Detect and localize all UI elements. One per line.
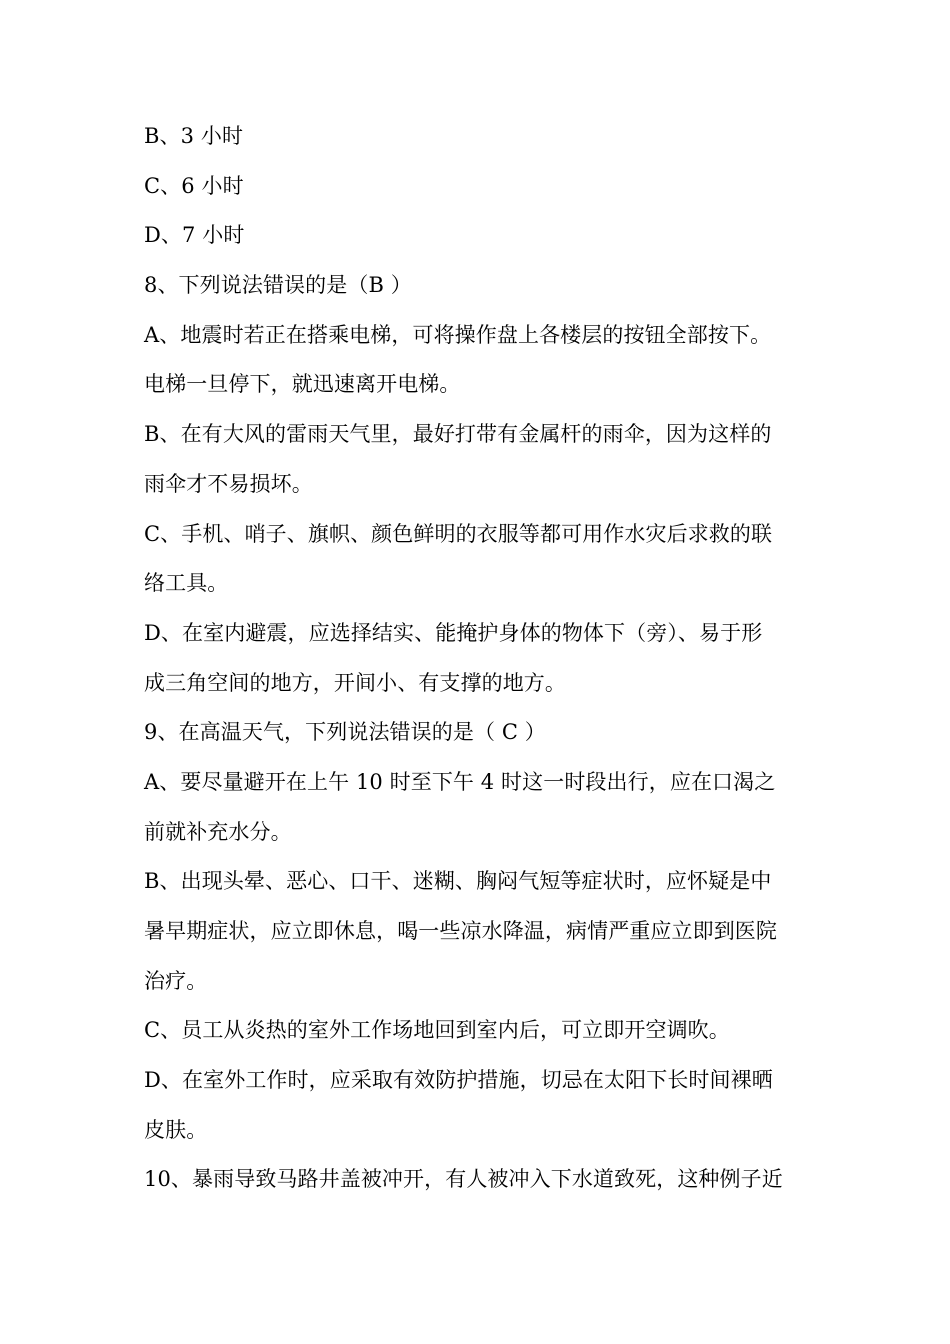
q9-option-b-cont-2: 治疗。 [144, 968, 208, 993]
q9-option-c: C、员工从炎热的室外工作场地回到室内后，可立即开空调吹。 [144, 1018, 730, 1043]
question-9: 9、在高温天气，下列说法错误的是（ C ） [144, 720, 546, 745]
q8-option-c-cont: 络工具。 [144, 571, 229, 596]
q9-option-d-cont: 皮肤。 [144, 1117, 208, 1142]
option-c-6-hours: C、6 小时 [144, 173, 244, 198]
q9-option-a: A、要尽量避开在上午 10 时至下午 4 时这一时段出行，应在口渴之 [144, 769, 776, 794]
q9-option-a-cont: 前就补充水分。 [144, 819, 292, 844]
q8-option-b: B、在有大风的雷雨天气里，最好打带有金属杆的雨伞，因为这样的 [144, 422, 772, 447]
document-body [144, 118, 810, 1211]
option-b-3-hours: B、3 小时 [144, 124, 244, 148]
q8-option-a: A、地震时若正在搭乘电梯，可将操作盘上各楼层的按钮全部按下。 [144, 322, 772, 347]
q8-option-d-cont: 成三角空间的地方，开间小、有支撑的地方。 [144, 670, 566, 695]
q9-option-d: D、在室外工作时，应采取有效防护措施，切忌在太阳下长时间裸晒 [144, 1068, 773, 1093]
option-d-7-hours: D、7 小时 [144, 223, 245, 248]
question-8: 8、下列说法错误的是（B ） [144, 273, 412, 298]
q8-option-c: C、手机、哨子、旗帜、颜色鲜明的衣服等都可用作水灾后求救的联 [144, 521, 773, 546]
q9-option-b-cont: 暑早期症状，应立即休息，喝一些凉水降温，病情严重应立即到医院 [144, 919, 777, 943]
question-10: 10、暴雨导致马路井盖被冲开，有人被冲入下水道致死，这种例子近 [144, 1167, 783, 1192]
q8-option-b-cont: 雨伞才不易损坏。 [144, 471, 313, 496]
q8-option-d: D、在室内避震，应选择结实、能掩护身体的物体下（旁）、易于形 [144, 620, 763, 645]
q9-option-b: B、出现头晕、恶心、口干、迷糊、胸闷气短等症状时，应怀疑是中 [144, 869, 772, 894]
q8-option-a-cont: 电梯一旦停下，就迅速离开电梯。 [144, 372, 461, 397]
